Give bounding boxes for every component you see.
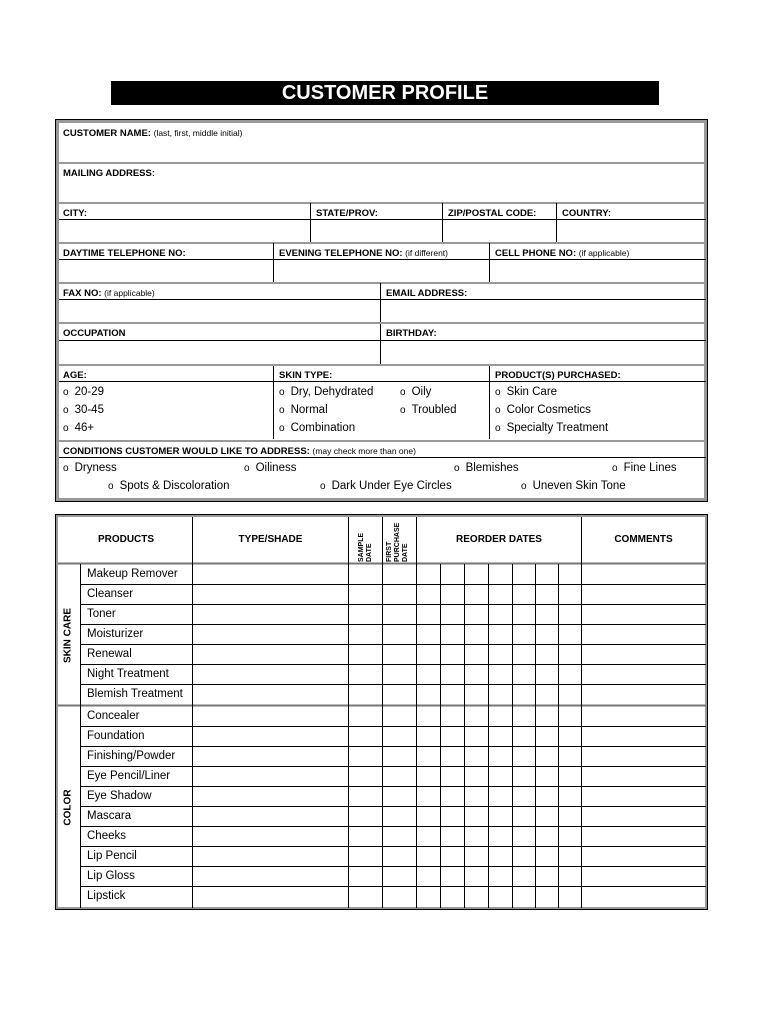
mailing-address-label: MAILING ADDRESS:: [63, 168, 156, 179]
header-type-shade: TYPE/SHADE: [238, 534, 303, 545]
product-toner: Toner: [87, 608, 116, 620]
age-option-30-45[interactable]: o 30-45: [63, 404, 104, 416]
header-sample-date: SAMPLE DATE: [358, 532, 373, 562]
product-mascara: Mascara: [87, 810, 132, 822]
product-renewal: Renewal: [87, 648, 132, 660]
product-concealer: Concealer: [87, 710, 140, 722]
product-blemish-treatment: Blemish Treatment: [87, 688, 183, 700]
purchased-option-specialty[interactable]: o Specialty Treatment: [495, 422, 609, 434]
condition-dark-circles[interactable]: o Dark Under Eye Circles: [320, 480, 452, 492]
header-comments: COMMENTS: [614, 534, 673, 545]
condition-oiliness[interactable]: o Oiliness: [244, 462, 297, 474]
product-makeup-remover: Makeup Remover: [87, 568, 178, 580]
product-lip-pencil: Lip Pencil: [87, 850, 137, 862]
product-eye-shadow: Eye Shadow: [87, 790, 152, 802]
group-color: COLOR: [62, 789, 74, 826]
city-label: CITY:: [63, 208, 88, 219]
product-moisturizer: Moisturizer: [87, 628, 144, 640]
page-title: CUSTOMER PROFILE: [111, 81, 659, 105]
age-option-46-plus[interactable]: o 46+: [63, 422, 95, 434]
product-cheeks: Cheeks: [87, 830, 126, 842]
zip-label: ZIP/POSTAL CODE:: [448, 208, 537, 219]
occupation-label: OCCUPATION: [63, 328, 126, 339]
condition-blemishes[interactable]: o Blemishes: [454, 462, 519, 474]
age-option-20-29[interactable]: o 20-29: [63, 386, 104, 398]
skin-type-label: SKIN TYPE:: [279, 370, 333, 381]
fax-label: FAX NO: (if applicable): [63, 288, 155, 299]
product-finishing-powder: Finishing/Powder: [87, 750, 176, 762]
customer-name-label: CUSTOMER NAME: (last, first, middle initial): [63, 128, 243, 139]
purchased-option-color-cosmetics[interactable]: o Color Cosmetics: [495, 404, 591, 416]
age-label: AGE:: [63, 370, 87, 381]
product-night-treatment: Night Treatment: [87, 668, 169, 680]
cell-phone-label: CELL PHONE NO: (if applicable): [495, 248, 630, 259]
condition-dryness[interactable]: o Dryness: [63, 462, 117, 474]
product-eye-pencil-liner: Eye Pencil/Liner: [87, 770, 171, 782]
birthday-label: BIRTHDAY:: [386, 328, 437, 339]
product-lip-gloss: Lip Gloss: [87, 870, 135, 882]
product-lipstick: Lipstick: [87, 890, 126, 902]
daytime-phone-label: DAYTIME TELEPHONE NO:: [63, 248, 186, 259]
product-cleanser: Cleanser: [87, 588, 134, 600]
skin-option-troubled[interactable]: o Troubled: [400, 404, 457, 416]
skin-option-dry[interactable]: o Dry, Dehydrated: [279, 386, 374, 398]
condition-fine-lines[interactable]: o Fine Lines: [612, 462, 677, 474]
purchased-option-skin-care[interactable]: o Skin Care: [495, 386, 558, 398]
condition-uneven-tone[interactable]: o Uneven Skin Tone: [521, 480, 626, 492]
email-label: EMAIL ADDRESS:: [386, 288, 468, 299]
skin-option-combination[interactable]: o Combination: [279, 422, 356, 434]
header-first-purchase-date: FIRST PURCHASE DATE: [386, 522, 409, 562]
header-products: PRODUCTS: [97, 534, 155, 545]
group-skin-care: SKIN CARE: [62, 608, 74, 664]
product-foundation: Foundation: [87, 730, 145, 742]
country-label: COUNTRY:: [562, 208, 612, 219]
evening-phone-label: EVENING TELEPHONE NO: (if different): [279, 248, 448, 259]
skin-option-normal[interactable]: o Normal: [279, 404, 328, 416]
skin-option-oily[interactable]: o Oily: [400, 386, 432, 398]
state-label: STATE/PROV:: [316, 208, 378, 219]
conditions-label: CONDITIONS CUSTOMER WOULD LIKE TO ADDRESS: (may check more than one): [63, 446, 416, 457]
header-reorder-dates: REORDER DATES: [456, 534, 542, 545]
condition-spots[interactable]: o Spots & Discoloration: [108, 480, 230, 492]
products-purchased-label: PRODUCT(S) PURCHASED:: [495, 370, 621, 381]
